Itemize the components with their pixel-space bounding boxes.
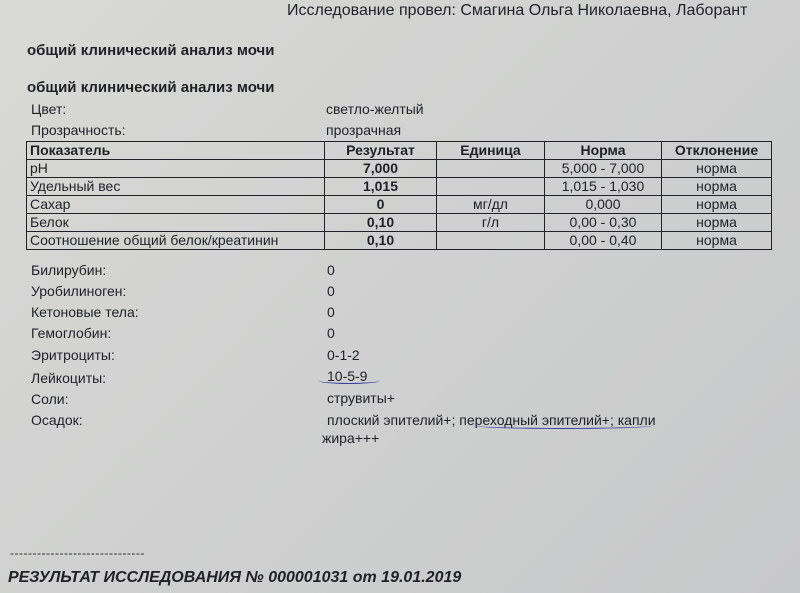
signature-divider: ------------------------------ xyxy=(10,546,145,560)
hemoglobin-value: 0 xyxy=(327,325,335,341)
cell-indicator: pH xyxy=(27,160,325,178)
handwritten-underline-mark xyxy=(473,422,653,429)
sediment-label: Осадок: xyxy=(31,412,83,428)
cell-result: 0 xyxy=(325,196,437,214)
leukocytes-value: 10-5-9 xyxy=(327,368,368,384)
color-label: Цвет: xyxy=(31,101,67,117)
header-unit: Единица xyxy=(437,142,545,160)
salts-value: струвиты+ xyxy=(327,390,395,406)
cell-result: 7,000 xyxy=(325,160,437,178)
table-row xyxy=(27,178,772,196)
table-header-row xyxy=(27,142,772,160)
ketones-label: Кетоновые тела: xyxy=(31,304,139,320)
results-table xyxy=(26,141,772,250)
bilirubin-value: 0 xyxy=(327,262,335,278)
handwritten-underline-mark xyxy=(318,377,380,384)
cell-deviation: норма xyxy=(662,232,772,250)
cell-indicator: Удельный вес xyxy=(27,178,325,196)
color-value: светло-желтый xyxy=(326,101,424,117)
table-row xyxy=(27,196,772,214)
table-row xyxy=(27,232,772,250)
cell-indicator: Белок xyxy=(27,214,325,232)
erythrocytes-label: Эритроциты: xyxy=(31,347,115,363)
urobilinogen-value: 0 xyxy=(327,283,335,299)
clarity-value: прозрачная xyxy=(326,122,402,138)
sediment-value: плоский эпителий+; переходный эпителий+; капли xyxy=(327,412,656,428)
clarity-label: Прозрачность: xyxy=(31,122,126,138)
researcher-line: Исследование провел: Смагина Ольга Николаевна, Лаборант xyxy=(287,2,748,19)
cell-norm: 1,015 - 1,030 xyxy=(545,178,662,196)
cell-result: 0,10 xyxy=(325,214,437,232)
ketones-value: 0 xyxy=(327,304,335,320)
cell-indicator: Соотношение общий белок/креатинин xyxy=(27,232,325,250)
header-indicator: Показатель xyxy=(27,142,325,160)
cell-deviation: норма xyxy=(662,214,772,232)
cell-norm: 0,00 - 0,30 xyxy=(545,214,662,232)
cell-unit xyxy=(437,160,545,178)
salts-label: Соли: xyxy=(31,391,69,407)
sediment-value-continued: жира+++ xyxy=(322,430,380,446)
cell-deviation: норма xyxy=(662,196,772,214)
header-norm: Норма xyxy=(545,142,662,160)
cell-deviation: норма xyxy=(662,178,772,196)
cell-result: 1,015 xyxy=(325,178,437,196)
section-title-secondary: общий клинический анализ мочи xyxy=(27,79,275,96)
result-number-footer: РЕЗУЛЬТАТ ИССЛЕДОВАНИЯ № 000001031 от 19.01.2019 xyxy=(8,569,462,586)
cell-norm: 0,00 - 0,40 xyxy=(545,232,662,250)
cell-deviation: норма xyxy=(662,160,772,178)
erythrocytes-value: 0-1-2 xyxy=(327,347,360,363)
cell-norm: 5,000 - 7,000 xyxy=(545,160,662,178)
urobilinogen-label: Уробилиноген: xyxy=(31,283,127,299)
table-row xyxy=(27,160,772,178)
cell-unit: мг/дл xyxy=(437,196,545,214)
cell-indicator: Сахар xyxy=(27,196,325,214)
cell-result: 0,10 xyxy=(325,232,437,250)
header-result: Результат xyxy=(325,142,437,160)
hemoglobin-label: Гемоглобин: xyxy=(31,325,112,341)
cell-unit xyxy=(437,232,545,250)
leukocytes-label: Лейкоциты: xyxy=(31,370,107,386)
table-row xyxy=(27,214,772,232)
cell-unit: г/л xyxy=(437,214,545,232)
cell-norm: 0,000 xyxy=(545,196,662,214)
header-deviation: Отклонение xyxy=(662,142,772,160)
cell-unit xyxy=(437,178,545,196)
bilirubin-label: Билирубин: xyxy=(31,262,107,278)
section-title-primary: общий клинический анализ мочи xyxy=(27,42,275,59)
